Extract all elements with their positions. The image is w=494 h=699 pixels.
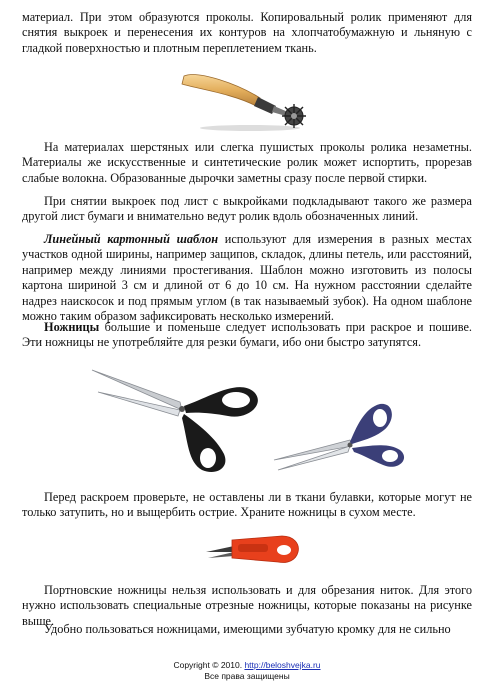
paragraph-tailor-scissors: Портновские ножницы нельзя использовать и для обрезания ниток. Для этого нужно использовать специальные отрезные ножницы, которые показаны на рисунке выше. bbox=[22, 583, 472, 628]
scissors-text: большие и поменьше следует использовать при раскрое и пошиве. Эти ножницы не употребляйте для резки бумаги, ибо они быстро затупятся. bbox=[22, 320, 472, 350]
paragraph-serrated-scissors: Удобно пользоваться ножницами, имеющими зубчатую кромку для не сильно bbox=[44, 622, 451, 636]
page-footer bbox=[0, 660, 494, 682]
footer-copyright bbox=[0, 660, 494, 671]
copyright-text: Copyright © 2010. bbox=[173, 660, 245, 670]
thread-snips-image bbox=[204, 526, 302, 570]
blue-scissors-image bbox=[272, 398, 412, 480]
cardboard-template-text: используют для измерения в разных местах участков одной ширины, например защипов, складок, длины петель, или расстояний, например между линиями простегивания. Шаблон можно изготовить из полосы картона шириной 3 см и длиной от 6 до 10 см. На нужном расстоянии сделайте надрез наискосок и под прямым углом (в так называемый зубок). На одном шаблоне можно таким образом зафиксировать несколько измерений. bbox=[22, 232, 472, 324]
footer-rights: Все права защищены bbox=[204, 671, 290, 681]
paragraph-pins-warning: Перед раскроем проверьте, не оставлены ли в ткани булавки, которые могут не только затупить, но и выщербить острие. Храните ножницы в сухом месте. bbox=[22, 490, 472, 520]
paragraph-roller-intro: материал. При этом образуются проколы. Копировальный ролик применяют для снятия выкроек и перенесения их контуров на хлопчатобумажную и льняную с гладкой поверхностью и плотным переплетением ткань. bbox=[22, 10, 472, 55]
paragraph-roller-materials: На материалах шерстяных или слегка пушистых проколы ролика незаметны. Материалы же искусственные и синтетические ролик может испортить, прорезав слабые волокна. Образованные дырочки заметны сразу после первой стирки. bbox=[22, 140, 472, 185]
term-cardboard-template: Линейный картонный шаблон bbox=[44, 232, 219, 246]
tracing-wheel-image bbox=[178, 62, 318, 132]
paragraph-cardboard-template bbox=[22, 232, 472, 324]
term-scissors: Ножницы bbox=[44, 320, 100, 334]
site-link[interactable]: http://beloshvejka.ru bbox=[244, 660, 321, 670]
black-scissors-image bbox=[88, 358, 268, 476]
paragraph-scissors bbox=[22, 320, 472, 351]
paragraph-roller-usage: При снятии выкроек под лист с выкройками подкладывают такого же размера другой лист бумаги и внимательно ведут ролик вдоль обозначенных линий. bbox=[22, 194, 472, 224]
